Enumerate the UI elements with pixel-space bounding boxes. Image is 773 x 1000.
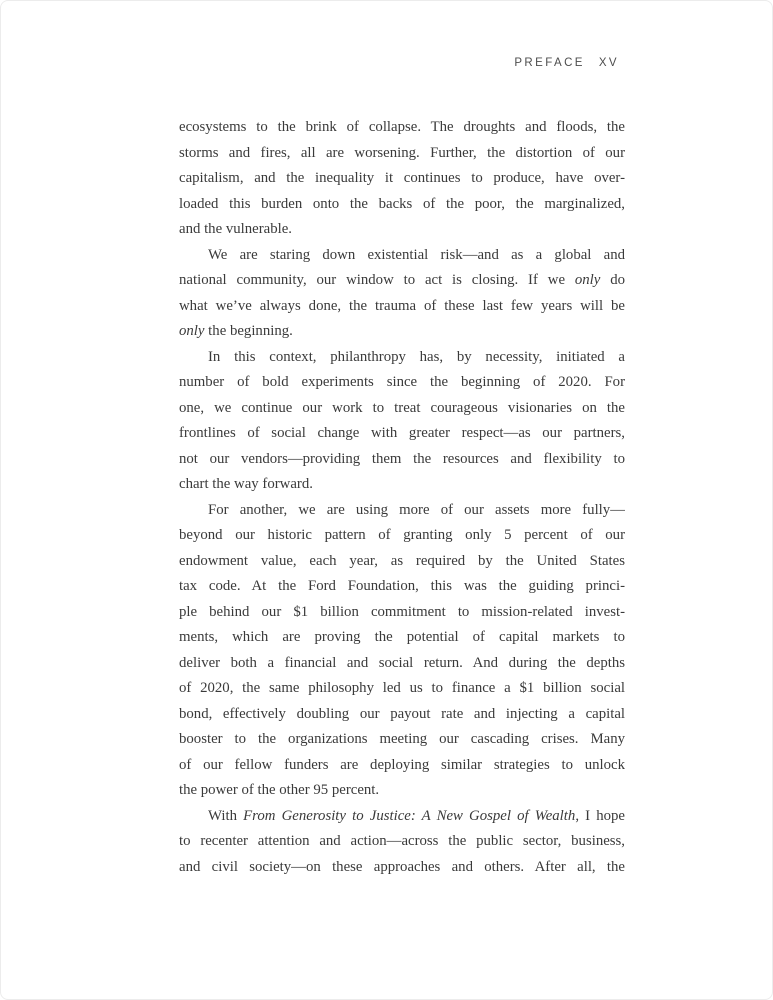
- running-head: [179, 57, 619, 69]
- body-text: deliver both a financial and social return. And during the depths: [179, 654, 625, 671]
- body-text: to recenter attention and action—across the public sector, business,: [179, 833, 625, 849]
- text-line: [179, 753, 625, 779]
- body-text: not our vendors—providing them the resources and flexibility to: [179, 450, 625, 467]
- body-text: chart the way forward.: [179, 476, 313, 492]
- text-line: [179, 472, 625, 498]
- text-line: [179, 345, 625, 371]
- body-text: what we’ve always done, the trauma of these last few years will be: [179, 297, 625, 314]
- italic-text: only: [179, 323, 205, 339]
- text-line: [179, 574, 625, 600]
- text-line: [179, 651, 625, 677]
- text-line: [179, 676, 625, 702]
- body-text: one, we continue our work to treat courageous visionaries on the: [179, 399, 625, 416]
- text-line: [179, 498, 625, 524]
- text-line: [179, 829, 625, 855]
- body-text: , I hope: [575, 807, 625, 824]
- body-text: of our fellow funders are deploying similar strategies to unlock: [179, 756, 625, 773]
- body-text: tax code. At the Ford Foundation, this was the guiding princi-: [179, 578, 625, 594]
- body-text: beyond our historic pattern of granting only 5 percent of our: [179, 527, 625, 543]
- page-body: [179, 115, 625, 880]
- body-text: ments, which are proving the potential of capital markets to: [179, 629, 625, 645]
- body-text: storms and fires, all are worsening. Further, the distortion of our: [179, 144, 625, 161]
- text-line: [179, 523, 625, 549]
- text-line: [179, 396, 625, 422]
- text-line: [179, 243, 625, 269]
- text-line: [179, 625, 625, 651]
- body-text: endowment value, each year, as required by the United States: [179, 552, 625, 569]
- text-line: [179, 600, 625, 626]
- text-line: [179, 319, 625, 345]
- body-text: and civil society—on these approaches and others. After all, the: [179, 858, 625, 875]
- text-line: [179, 447, 625, 473]
- body-text: loaded this burden onto the backs of the poor, the marginalized,: [179, 195, 625, 212]
- text-line: [179, 294, 625, 320]
- body-text: national community, our window to act is closing. If we: [179, 272, 575, 288]
- body-text: do: [600, 272, 625, 288]
- body-text: ecosystems to the brink of collapse. The droughts and floods, the: [179, 119, 625, 135]
- body-text: capitalism, and the inequality it continues to produce, have over-: [179, 170, 625, 186]
- text-line: [179, 166, 625, 192]
- body-text: We are staring down existential risk—and as a global and: [208, 246, 625, 263]
- text-line: [179, 804, 625, 830]
- text-line: [179, 727, 625, 753]
- body-text: of 2020, the same philosophy led us to finance a $1 billion social: [179, 680, 625, 696]
- text-line: [179, 141, 625, 167]
- body-text: In this context, philanthropy has, by necessity, initiated a: [208, 348, 625, 365]
- body-text: number of bold experiments since the beginning of 2020. For: [179, 374, 625, 390]
- text-line: [179, 370, 625, 396]
- text-line: [179, 549, 625, 575]
- page-number: XV: [598, 57, 619, 69]
- body-text: booster to the organizations meeting our cascading crises. Many: [179, 731, 625, 747]
- body-text: the power of the other 95 percent.: [179, 782, 380, 798]
- text-line: [179, 115, 625, 141]
- body-text: the beginning.: [204, 323, 293, 339]
- italic-text: From Generosity to Justice: A New Gospel of Wealth: [243, 807, 576, 824]
- preface-label: PREFACE: [514, 57, 585, 69]
- body-text: With: [208, 807, 244, 824]
- body-text: bond, effectively doubling our payout rate and injecting a capital: [179, 705, 625, 722]
- body-text: and the vulnerable.: [179, 221, 292, 237]
- body-text: frontlines of social change with greater respect—as our partners,: [179, 425, 625, 441]
- text-line: [179, 778, 625, 804]
- italic-text: only: [574, 272, 601, 288]
- text-line: [179, 421, 625, 447]
- text-line: [179, 855, 625, 881]
- text-line: [179, 192, 625, 218]
- text-line: [179, 217, 625, 243]
- text-line: [179, 702, 625, 728]
- body-text: ple behind our $1 billion commitment to mission-related invest-: [179, 603, 625, 620]
- text-line: [179, 268, 625, 294]
- body-text: For another, we are using more of our assets more fully—: [208, 501, 625, 518]
